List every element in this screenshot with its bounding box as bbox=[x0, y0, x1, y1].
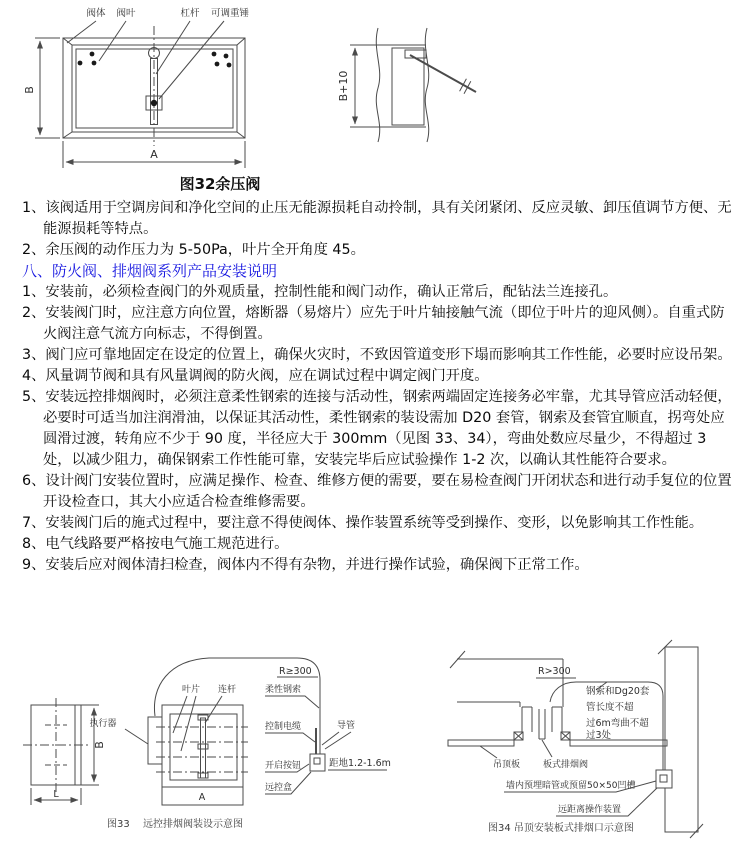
list-item bbox=[0, 198, 732, 240]
fig34-label-radius: R>300 bbox=[538, 666, 571, 677]
fig33-side-view bbox=[23, 698, 99, 805]
item-text: 阀门应可靠地固定在设定的位置上，确保火灾时，不致因管道变形下塌而影响其工作性能，必要时应设吊架。 bbox=[45, 347, 732, 363]
fig34-note-line-3: 过6m弯曲不超 bbox=[586, 718, 649, 729]
fig34-caption: 图34 吊顶安装板式排烟口示意图 bbox=[488, 823, 634, 834]
fig34-label-panel-valve: 板式排烟阀 bbox=[543, 760, 589, 770]
item-text: 余压阀的动作压力为 5-50Pa，叶片全开角度 45。 bbox=[45, 242, 365, 258]
item-text: 安装前，必须检查阀门的外观质量，控制性能和阀门动作，确认正常后，配钻法兰连接孔。 bbox=[45, 284, 618, 300]
fig32-label-valve-body: 阀体 bbox=[86, 8, 106, 19]
fig32-dim-a: A bbox=[150, 148, 158, 161]
item-number: 1、 bbox=[22, 200, 46, 216]
fig32-caption: 图32余压阀 bbox=[179, 175, 261, 193]
fig34-ceiling bbox=[448, 740, 667, 746]
item-text: 安装阀门时，应注意方向位置，熔断器（易熔片）应先于叶片轴接触气流（即位于叶片的迎风侧）。自重式防火阀注意气流方向标志，不得倒置。 bbox=[43, 305, 725, 342]
item-text: 安装后应对阀体清扫检查，阀体内不得有杂物，并进行操作试验，确保阀下正常工作。 bbox=[45, 557, 589, 573]
body-text bbox=[0, 198, 732, 576]
list-item bbox=[0, 387, 732, 471]
item-number: 2、 bbox=[22, 305, 46, 321]
list-item bbox=[0, 534, 732, 555]
fig34-note-line-1: 钢索和Dg20套 bbox=[586, 686, 650, 697]
item-number: 1、 bbox=[22, 284, 46, 300]
list-item bbox=[0, 471, 732, 513]
item-number: 4、 bbox=[22, 368, 46, 384]
fig34-wall bbox=[658, 640, 703, 838]
fig34-label-wall-conduit: 墙内预埋暗管或预留50×50凹槽 bbox=[506, 781, 636, 791]
fig33-label-actuator: 执行器 bbox=[89, 719, 117, 729]
fig33-caption: 远控排烟阀装设示意图 bbox=[143, 819, 243, 830]
fig32-front-view bbox=[35, 21, 245, 168]
fig32-label-valve-leaf: 阀叶 bbox=[116, 8, 136, 19]
fig32-side-view bbox=[350, 28, 476, 142]
list-item bbox=[0, 345, 732, 366]
fig33-dim-a: A bbox=[198, 792, 206, 803]
list-item bbox=[0, 282, 732, 303]
item-number: 3、 bbox=[22, 347, 46, 363]
figure-32-pressure-relief-valve bbox=[0, 0, 739, 198]
item-text: 风量调节阀和具有风量调阀的防火阀，应在调试过程中调定阀门开度。 bbox=[45, 368, 489, 384]
item-text: 电气线路要严格按电气施工规范进行。 bbox=[45, 536, 289, 552]
fig33-label-conduit: 导管 bbox=[337, 721, 356, 731]
list-item bbox=[0, 513, 732, 534]
item-text: 安装远控排烟阀时，必须注意柔性钢索的连接与活动性，钢索两端固定连接务必牢靠，尤其导管应活动轻便，必要时可适当加注润滑油，以保证其活动性，柔性钢索的装设需加 D20 套管，钢索及套管宜顺直，拐弯处应圆滑过渡，转角应不少于 90 度，半径应大于 300mm（见图 33、34），弯曲处数应尽量少，不得超过 3 处，以减少阻力，确保钢索工作性能可靠，安装完毕后应试验操作 1-2 次，以确认其性能符合要求。 bbox=[43, 389, 732, 468]
fig32-label-lever: 杠杆 bbox=[180, 8, 200, 19]
fig33-label-rod: 连杆 bbox=[217, 685, 237, 695]
fig33-front-view bbox=[125, 696, 248, 805]
fig32-dim-b10: B+10 bbox=[337, 70, 350, 102]
fig34-cable-assembly bbox=[480, 678, 672, 816]
fig33-dim-b: B bbox=[93, 741, 106, 749]
fig33-label-height: 距地1.2-1.6m bbox=[329, 758, 391, 769]
fig32-dim-b: B bbox=[23, 86, 36, 94]
section-heading: 八、防火阀、排烟阀系列产品安装说明 bbox=[22, 262, 278, 280]
fig33-label-cable: 柔性钢索 bbox=[265, 685, 302, 695]
item-number: 7、 bbox=[22, 515, 46, 531]
fig33-label-open-button: 开启按钮 bbox=[265, 761, 302, 771]
item-text: 安装阀门后的施式过程中，要注意不得使阀体、操作装置系统等受到操作、变形，以免影响其工作性能。 bbox=[45, 515, 704, 531]
fig33-label-blade: 叶片 bbox=[181, 685, 201, 695]
item-number: 2、 bbox=[22, 242, 46, 258]
item-text: 设计阀门安装位置时，应满足操作、检查、维修方便的需要，要在易检查阀门开闭状态和进行动手复位的位置开设检查口，其大小应适合检查维修需要。 bbox=[43, 473, 732, 510]
fig34-note-line-2: 管长度不超 bbox=[586, 702, 634, 713]
fig33-caption-number: 图33 bbox=[107, 819, 130, 830]
fig33-dim-l: L bbox=[53, 789, 59, 800]
item-number: 6、 bbox=[22, 473, 46, 489]
fig33-label-remote-box: 远控盒 bbox=[265, 783, 293, 793]
list-item bbox=[0, 366, 732, 387]
fig34-note-line-4: 过3处 bbox=[586, 730, 612, 741]
list-item bbox=[0, 240, 732, 261]
fig34-label-remote-device: 远距离操作装置 bbox=[558, 805, 622, 815]
list-item bbox=[0, 555, 732, 576]
fig34-label-ceiling-panel: 吊顶板 bbox=[493, 760, 521, 770]
item-number: 8、 bbox=[22, 536, 46, 552]
figure-33-remote-smoke-valve bbox=[15, 630, 400, 840]
item-text: 该阀适用于空调房间和净化空间的止压无能源损耗自动拎制，具有关闭紧闭、反应灵敏、卸压值调节方便、无能源损耗等特点。 bbox=[43, 200, 732, 237]
item-number: 5、 bbox=[22, 389, 46, 405]
fig32-label-weight: 可调重锤 bbox=[210, 8, 250, 19]
figure-34-ceiling-smoke-outlet bbox=[400, 630, 739, 840]
fig33-label-control-cable: 控制电缆 bbox=[265, 722, 302, 732]
item-number: 9、 bbox=[22, 557, 46, 573]
list-item bbox=[0, 303, 732, 345]
fig33-label-radius: R≥300 bbox=[279, 666, 312, 677]
